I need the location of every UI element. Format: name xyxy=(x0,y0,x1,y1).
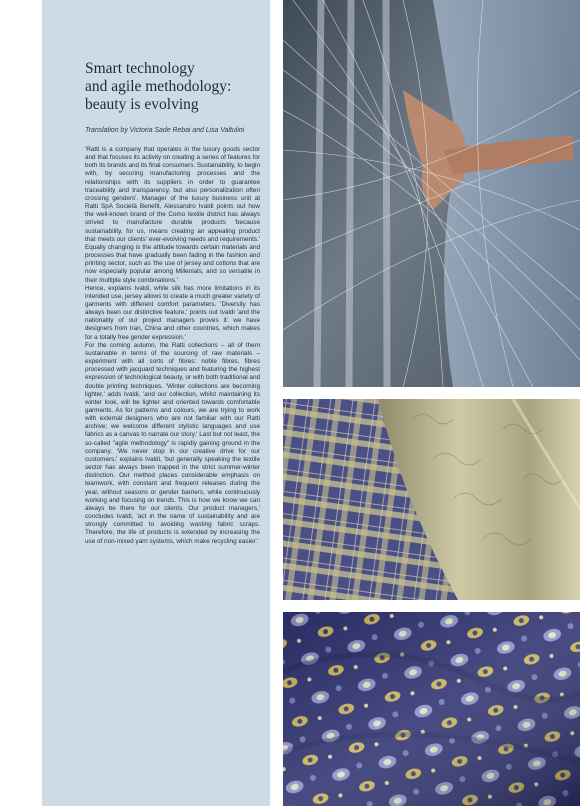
paragraph-3: For the coming autumn, the Ratti collections – all of them sustainable in terms of the sourcing of raw materials – experiment with all sorts of fibres: noble fibres, fibres processed with jacquard techniques and featuring the highest expression of technological beauty, or with both traditional and double printing techniques. 'Winter collections are becoming lighter,' adds Ivaldi, 'and our collection, whilst maintaining its winter look, will be lighter and oriented towards comfortable garments. As for patterns and colours, we are trying to work with external designers who are not familiar with our Ratti archive; we welcome different stylistic languages and use fabrics as a canvas to narrate our story.' Last but not least, the so-called "agile methodology" is rapidly gaining ground in the company. 'We never stop in our creative drive for our customers,' explains Ivaldi, 'but generally speaking the textile sector has always been trapped in the strict summer-winter distinction. Our method places considerable emphasis on teamwork, with constant and frequent releases during the year, without seasons or gender barriers, while continuously working and focusing on trends. This is how we know we can always be there for our clients. Our product managers,' concludes Ivaldi, 'act in the name of sustainability and are strongly committed to avoiding wasting fabric scraps. Therefore, the life of products is extended by increasing the use of non-mixed yarn systems, which make recycling easier.' xyxy=(85,341,260,545)
article-title xyxy=(85,60,265,114)
paragraph-1: 'Ratti is a company that operates in the luxury goods sector and that focuses its activity on creating a series of features for both its brands and its final consumers. Sustainability, to begin with, by securing manufacturing processes and the relationships with its suppliers in order to guarantee traceability and transparency, but also personalization often crossing genders'. Manager of the luxury business unit at Ratti SpA Società Benefit, Alessandro Ivaldi points out how the well-known brand of the Como textile district has always strived to manufacture durable products 'because sustainability, for us, means creating an appealing product that meets our clients' ever-evolving needs and requirements.' Equally changing is the attitude towards certain materials and processes that have gradually been fading in the fashion and printing sector, such as 'the use of jersey and cottons that are now especially popular among Millenials, and so versatile in their multiple style combinations.' xyxy=(85,146,260,284)
translation-credit: Translation by Victoria Sade Rebai and Lisa Valtulini xyxy=(85,127,245,134)
weaving-photo xyxy=(283,0,580,387)
paragraph-2: Hence, explains Ivaldi, while silk has more limitations in its intended use, jersey allows to create a much greater variety of garments with different comfort parameters. 'Diversity has always been our distinctive feature,' points out Ivaldi 'and the nationality of our project managers proves it: we have designers from Iran, China and other countries, which makes for a totally free gender expression.' xyxy=(85,284,260,341)
fabric-paisley-photo xyxy=(283,612,580,806)
article-body xyxy=(85,146,260,546)
fabric-plaid-photo xyxy=(283,399,580,600)
title-line-3: beauty is evolving xyxy=(85,96,199,113)
fabric-plaid-image xyxy=(283,399,580,600)
title-line-1: Smart technology xyxy=(85,60,195,77)
fabric-paisley-image xyxy=(283,612,580,806)
title-line-2: and agile methodology: xyxy=(85,78,232,95)
weaving-image xyxy=(283,0,580,387)
